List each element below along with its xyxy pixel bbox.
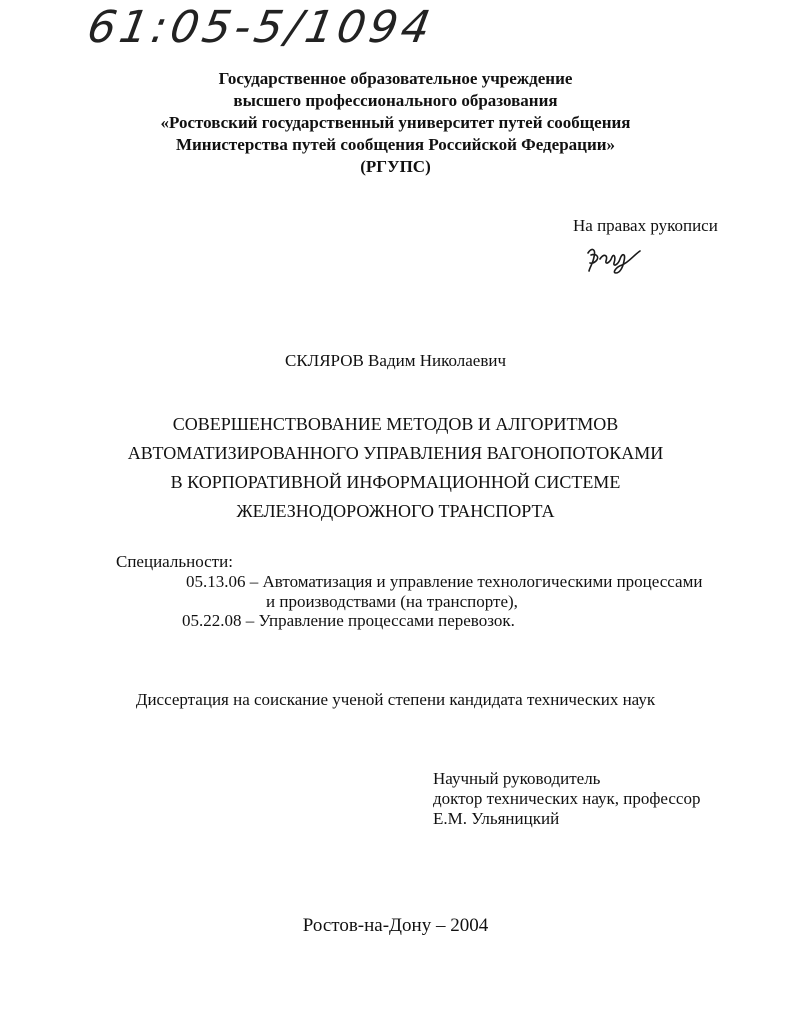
dissertation-degree: Диссертация на соискание ученой степени кандидата технических наук: [135, 690, 656, 709]
header-line: Министерства путей сообщения Российской Федерации»: [175, 135, 616, 154]
city-year: Ростов-на-Дону – 2004: [302, 915, 489, 936]
supervisor-role: Научный руководитель: [433, 769, 601, 788]
header-line: «Ростовский государственный университет путей сообщения: [160, 113, 631, 132]
title-line: ЖЕЛЕЗНОДОРОЖНОГО ТРАНСПОРТА: [236, 501, 555, 521]
manuscript-rights: На правах рукописи: [573, 216, 718, 235]
header-line: (РГУПС): [360, 157, 431, 176]
supervisor-name: Е.М. Ульяницкий: [433, 809, 560, 828]
institution-header: [0, 68, 791, 178]
specialty-item: 05.13.06 – Автоматизация и управление технологическими процессами: [186, 572, 703, 591]
supervisor-block: [433, 769, 700, 829]
title-line: АВТОМАТИЗИРОВАННОГО УПРАВЛЕНИЯ ВАГОНОПОТОКАМИ: [127, 443, 664, 463]
signature: [586, 243, 646, 277]
supervisor-degree: доктор технических наук, профессор: [433, 789, 701, 808]
dissertation-title: [0, 410, 791, 526]
specialty-item: 05.22.08 – Управление процессами перевозок.: [182, 611, 515, 630]
specialties-label: Специальности:: [116, 552, 233, 571]
header-line: Государственное образовательное учреждение: [218, 69, 573, 88]
title-line: В КОРПОРАТИВНОЙ ИНФОРМАЦИОННОЙ СИСТЕМЕ: [170, 472, 621, 492]
author-name: СКЛЯРОВ Вадим Николаевич: [284, 351, 506, 370]
archive-code-handwritten: 61:05-5/1094: [83, 2, 438, 53]
specialty-item: и производствами (на транспорте),: [266, 592, 518, 611]
header-line: высшего профессионального образования: [233, 91, 558, 110]
title-line: СОВЕРШЕНСТВОВАНИЕ МЕТОДОВ И АЛГОРИТМОВ: [172, 414, 619, 434]
